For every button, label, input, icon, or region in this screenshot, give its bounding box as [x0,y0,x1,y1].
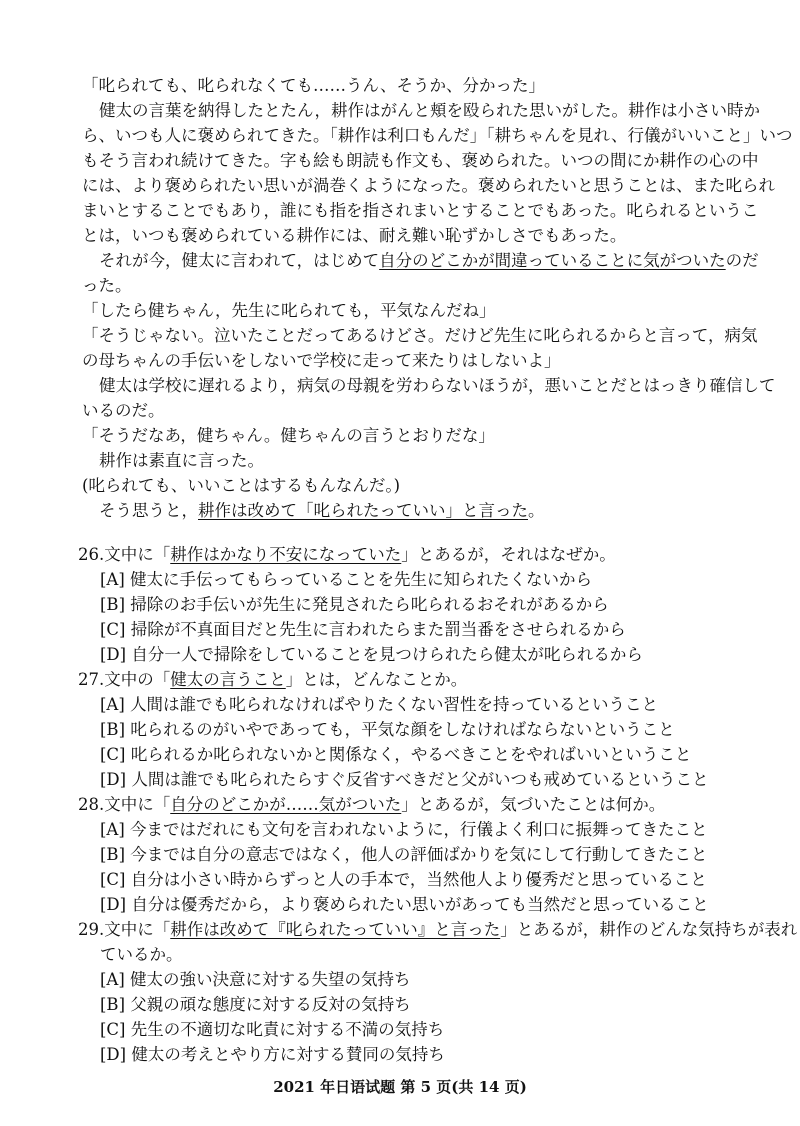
question-text: 文中に「 [104,795,171,814]
question-text: 文中に「 [104,545,171,564]
option-b[interactable]: [B] 父親の頑な態度に対する反対の気持ち [100,995,411,1014]
question-text: 」とは，どんなことか。 [285,670,468,689]
passage-line: 健太の言葉を納得したとたん，耕作はがんと頬を殴られた思いがした。耕作は小さい時か [99,101,760,120]
question-text-continued: ているか。 [100,945,183,964]
passage-text: それが今，健太に言われて，はじめて [99,251,380,270]
option-a[interactable]: [A] 人間は誰でも叱られなければやりたくない習性を持っているということ [100,695,659,714]
underlined-phrase: 自分のどこかが……気がついた [170,795,402,814]
option-b[interactable]: [B] 今までは自分の意志ではなく，他人の評価ばかりを気にして行動してきたこと [100,845,708,864]
passage-line [99,249,800,273]
question-number: 29. [78,920,105,939]
question-number: 26. [78,545,105,564]
option-a[interactable]: [A] 健太に手伝ってもらっていることを先生に知られたくないから [100,570,593,589]
option-a[interactable]: [A] 健太の強い決意に対する失望の気持ち [100,970,411,989]
passage-line: には、より褒められたい思いが渦巻くようになった。褒められたいと思うことは、また叱られ [82,176,775,195]
passage-text: そう思うと， [99,501,198,520]
underlined-phrase: 健太の言うこと [170,670,286,689]
question-text: 」とあるが，それはなぜか。 [401,545,616,564]
question-26 [78,543,800,567]
option-c[interactable]: [C] 先生の不適切な叱責に対する不満の気持ち [100,1020,445,1039]
passage-line: 「叱られても、叱られなくても……うん、そうか、分かった」 [82,76,545,95]
question-27 [78,668,800,692]
question-text: 文中の「 [104,670,171,689]
passage-line: いるのだ。 [82,401,165,420]
option-d[interactable]: [D] 自分一人で掃除をしていることを見つけられたら健太が叱られるから [100,645,643,664]
passage-line: 「したら健ちゃん，先生に叱られても，平気なんだね」 [82,301,496,320]
underlined-phrase: 耕作は改めて『叱られたっていい』と言った [170,920,501,939]
passage-line [99,499,800,523]
question-28 [78,793,800,817]
option-d[interactable]: [D] 健太の考えとやり方に対する賛同の気持ち [100,1045,445,1064]
passage-line: まいとすることでもあり，誰にも指を指されまいとすることでもあった。叱られるというこ [82,201,759,220]
option-c[interactable]: [C] 自分は小さい時からずっと人の手本で，当然他人より優秀だと思っていること [100,870,707,889]
passage-line: った。 [82,276,132,295]
passage-text: のだ [725,251,759,270]
question-text: 文中に「 [104,920,171,939]
option-a[interactable]: [A] 今まではだれにも文句を言われないように，行儀よく利口に振舞ってきたこと [100,820,708,839]
option-b[interactable]: [B] 掃除のお手伝いが先生に発見されたら叱られるおそれがあるから [100,595,609,614]
option-b[interactable]: [B] 叱られるのがいやであっても，平気な顔をしなければならないということ [100,720,675,739]
passage-line: (叱られても、いいことはするもんなんだ。) [82,476,401,495]
question-text: 」とあるが，気づいたことは何か。 [401,795,666,814]
passage-line: とは，いつも褒められている耕作には、耐え難い恥ずかしさでもあった。 [82,226,627,245]
passage-line: 「そうだなあ，健ちゃん。健ちゃんの言うとおりだな」 [82,426,495,445]
underlined-phrase: 耕作は改めて「叱られたっていい」と言った [198,501,528,520]
question-number: 28. [78,795,105,814]
passage-line: 健太は学校に遅れるより，病気の母親を労わらないほうが，悪いことだとはっきり確信して [99,376,776,395]
passage-line: 耕作は素直に言った。 [99,451,264,470]
option-d[interactable]: [D] 自分は優秀だから，より褒められたい思いがあっても当然だと思っていること [100,895,709,914]
option-d[interactable]: [D] 人間は誰でも叱られたらすぐ反省すべきだと父がいつも戒めているということ [100,770,709,789]
question-number: 27. [78,670,105,689]
passage-text: 。 [528,501,545,520]
passage-line: ら、いつも人に褒められてきた。「耕作は利口もんだ」「耕ちゃんを見れ、行儀がいいこと」いつ [82,126,793,145]
passage-line: もそう言われ続けてきた。字も絵も朗読も作文も、褒められた。いつの間にか耕作の心の中 [82,151,759,170]
option-c[interactable]: [C] 叱られるか叱られないかと関係なく，やるべきことをやればいいということ [100,745,692,764]
question-text: 」とあるが，耕作のどんな気持ちが表れ [500,920,798,939]
underlined-phrase: 耕作はかなり不安になっていた [170,545,402,564]
question-29 [78,918,800,942]
underlined-phrase: 自分のどこかが間違っていることに気がついた [379,251,726,270]
passage-line: の母ちゃんの手伝いをしないで学校に走って来たりはしないよ」 [82,351,561,370]
passage-line: 「そうじゃない。泣いたことだってあるけどさ。だけど先生に叱られるからと言って，病気 [82,326,758,345]
page-footer: 2021 年日语试题 第 5 页(共 14 页) [273,1078,527,1096]
option-c[interactable]: [C] 掃除が不真面目だと先生に言われたらまた罰当番をさせられるから [100,620,626,639]
